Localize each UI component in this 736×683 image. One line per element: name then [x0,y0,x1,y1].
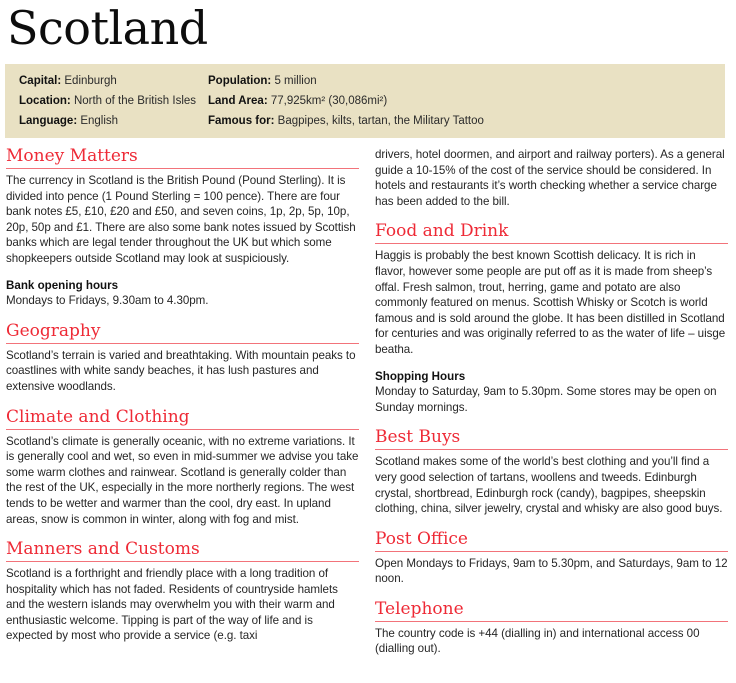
section-heading-climate-and-clothing: Climate and Clothing [6,408,359,430]
section-heading-manners-and-customs: Manners and Customs [6,540,359,562]
fact-population [208,71,317,91]
page-title: Scotland [7,1,208,55]
section-heading-post-office: Post Office [375,530,728,552]
fact-label: Capital [19,75,58,87]
fact-capital [5,71,208,91]
right-column [375,147,728,683]
section-geography [6,322,359,395]
left-column [6,147,359,683]
section-body-climate-and-clothing: Scotland’s climate is generally oceanic, with no extreme variations. It is generally cool and wet, so even in mid-summer we advise you take some warm clothes and rainwear. Scotland is generally colder than the rest of the UK, especially in the more northerly regions. The west tends to be wetter and warmer than the cool, dry east. In upland areas, snow is common in winter, along with fog and mist. [6,434,359,526]
section-body-money-matters: The currency in Scotland is the British Pound (Pound Sterling). It is divided into pence (1 Pound Sterling = 100 pence). There are four bank notes £5, £10, £20 and £50, and seven coins, 1p, 2p, 5p, 10p, 20p, 50p and £1. There are also some bank notes issued by Scottish banks which are legal tender throughout the UK but which some shopkeepers outside Scotland may look at suspiciously. [6,174,356,265]
section-food-and-drink [375,222,728,415]
subbody-shopping-hours: Monday to Saturday, 9am to 5.30pm. Some stores may be open on Sunday mornings. [375,385,717,414]
fact-value: 77,925km² (30,086mi²) [270,95,388,107]
subheading-bank-opening-hours: Bank opening hours [6,278,119,292]
section-heading-money-matters: Money Matters [6,147,359,169]
fact-language [5,111,208,131]
fact-separator: : [73,115,81,127]
fact-label: Land Area [208,95,264,107]
fact-value: 5 million [274,75,317,87]
section-heading-telephone: Telephone [375,600,728,622]
section-body-manners-and-customs: Scotland is a forthright and friendly place with a long tradition of hospitality which has not faded. Residents of countryside hamlets and the western islands may overwhelm you with their warm and enthusiastic welcome. Tipping is part of the way of life and is expected by most who provide a service (e.g. taxi [6,567,338,643]
section-body-telephone: The country code is +44 (dialling in) and international access 00 (dialling out). [375,626,700,656]
section-manners-and-customs [6,540,359,644]
section-heading-geography: Geography [6,322,359,344]
fact-value: Edinburgh [64,75,117,87]
section-heading-food-and-drink: Food and Drink [375,222,728,244]
fact-value: Bagpipes, kilts, tartan, the Military Tattoo [277,115,484,127]
country-fact-box [5,64,725,138]
section-body-manners-and-customs-continued: drivers, hotel doormen, and airport and railway porters). As a general guide a 10-15% of the cost of the service should be considered. In hotels and restaurants it’s worth checking whether a service charge has been added to the bill. [375,148,725,208]
fact-separator: : [267,75,275,87]
subheading-shopping-hours: Shopping Hours [375,369,466,383]
section-best-buys [375,428,728,516]
section-climate-and-clothing [6,408,359,528]
fact-famous-for [208,111,484,131]
fact-separator: : [57,75,65,87]
fact-label: Language [19,115,74,127]
subbody-bank-opening-hours: Mondays to Fridays, 9.30am to 4.30pm. [6,294,209,308]
section-body-food-and-drink: Haggis is probably the best known Scottish delicacy. It is rich in flavor, however some people are put off as it is made from sheep’s offal. Fresh salmon, trout, herring, game and potato are also commonly featured on menus. Scottish Whisky or Scotch is world famous and is sold around the globe. It has been distilled in Scotland for centuries and was originally referred to as the water of life – uisge beatha. [375,249,726,356]
section-body-best-buys: Scotland makes some of the world’s best clothing and you’ll find a very good selection of tartans, woollens and tweeds. Edinburgh crystal, shortbread, Edinburgh rock (candy), bagpipes, sheepskin clothing, china, silver jewelry, crystal and whisky are also good buys. [375,455,723,516]
fact-label: Famous for [208,115,271,127]
section-body-post-office: Open Mondays to Fridays, 9am to 5.30pm, and Saturdays, 9am to 12 noon. [375,556,728,586]
fact-value: English [80,115,119,127]
fact-row [5,71,725,91]
fact-label: Population [208,75,268,87]
fact-separator: : [270,115,278,127]
section-telephone [375,600,728,657]
section-heading-best-buys: Best Buys [375,428,728,450]
fact-separator: : [66,95,74,107]
fact-location [5,91,208,111]
fact-row [5,91,725,111]
fact-land-area [208,91,387,111]
fact-row [5,111,725,131]
fact-separator: : [263,95,271,107]
fact-label: Location [19,95,67,107]
fact-value: North of the British Isles [73,95,197,107]
section-post-office [375,530,728,587]
section-body-geography: Scotland’s terrain is varied and breathtaking. With mountain peaks to coastlines with white sandy beaches, it has lush pastures and extensive woodlands. [6,348,356,393]
section-money-matters [6,147,359,309]
article-columns [0,147,736,683]
